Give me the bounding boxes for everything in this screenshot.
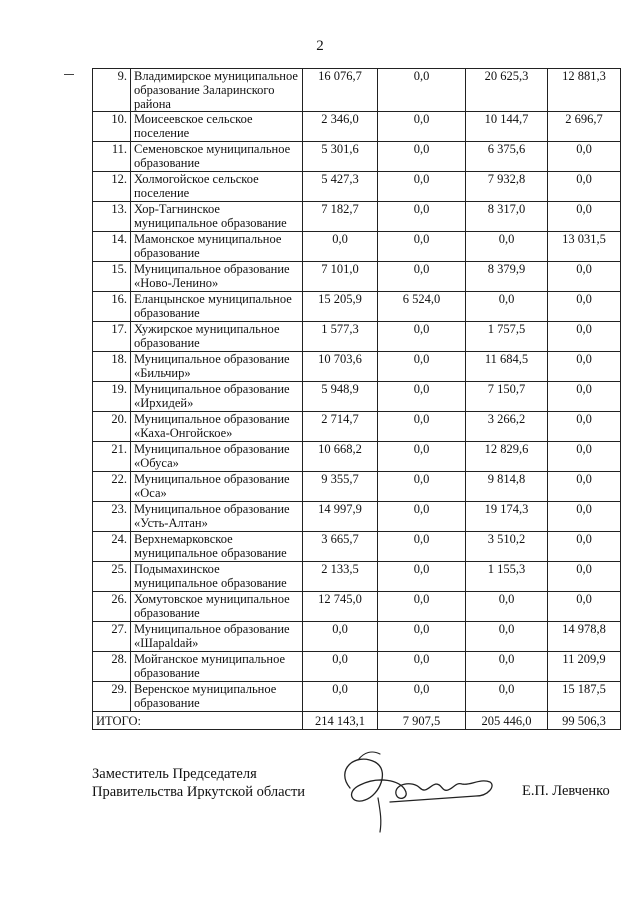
value-col3: 7 932,8 (466, 172, 548, 202)
value-col1: 0,0 (303, 682, 378, 712)
row-number: 15. (93, 262, 131, 292)
table-body (93, 69, 621, 730)
value-col3: 6 375,6 (466, 142, 548, 172)
value-col4: 12 881,3 (548, 69, 621, 112)
municipality-name: Подымахинское муниципальное образование (131, 562, 303, 592)
municipality-name: Муниципальное образование «Ново-Ленино» (131, 262, 303, 292)
value-col3: 10 144,7 (466, 112, 548, 142)
municipality-name: Муниципальное образование «Бильчир» (131, 352, 303, 382)
value-col1: 12 745,0 (303, 592, 378, 622)
table-row (93, 352, 621, 382)
total-col2: 7 907,5 (378, 712, 466, 730)
value-col4: 0,0 (548, 352, 621, 382)
value-col2: 0,0 (378, 592, 466, 622)
signature-block (92, 765, 305, 801)
value-col1: 2 133,5 (303, 562, 378, 592)
table-row (93, 292, 621, 322)
handwritten-signature (330, 740, 500, 835)
row-number: 28. (93, 652, 131, 682)
value-col3: 9 814,8 (466, 472, 548, 502)
value-col4: 2 696,7 (548, 112, 621, 142)
table-row (93, 592, 621, 622)
value-col1: 16 076,7 (303, 69, 378, 112)
value-col1: 2 714,7 (303, 412, 378, 442)
value-col1: 15 205,9 (303, 292, 378, 322)
row-number: 14. (93, 232, 131, 262)
value-col4: 0,0 (548, 412, 621, 442)
value-col3: 0,0 (466, 622, 548, 652)
value-col4: 0,0 (548, 592, 621, 622)
municipality-name: Холмогойское сельское поселение (131, 172, 303, 202)
row-number: 22. (93, 472, 131, 502)
value-col4: 0,0 (548, 202, 621, 232)
value-col2: 0,0 (378, 472, 466, 502)
row-number: 19. (93, 382, 131, 412)
value-col3: 8 379,9 (466, 262, 548, 292)
value-col2: 0,0 (378, 502, 466, 532)
table-row (93, 322, 621, 352)
value-col1: 0,0 (303, 232, 378, 262)
row-number: 20. (93, 412, 131, 442)
value-col1: 14 997,9 (303, 502, 378, 532)
value-col4: 0,0 (548, 292, 621, 322)
municipality-name: Верхнемарковское муниципальное образование (131, 532, 303, 562)
signer-position-line1: Заместитель Председателя (92, 766, 257, 782)
value-col2: 0,0 (378, 532, 466, 562)
value-col2: 0,0 (378, 202, 466, 232)
municipality-name: Муниципальное образование «Ирхидей» (131, 382, 303, 412)
value-col3: 1 155,3 (466, 562, 548, 592)
value-col4: 13 031,5 (548, 232, 621, 262)
value-col1: 5 301,6 (303, 142, 378, 172)
value-col4: 11 209,9 (548, 652, 621, 682)
total-col4: 99 506,3 (548, 712, 621, 730)
value-col4: 0,0 (548, 442, 621, 472)
value-col1: 5 427,3 (303, 172, 378, 202)
total-label: ИТОГО: (93, 712, 303, 730)
value-col1: 2 346,0 (303, 112, 378, 142)
row-number: 13. (93, 202, 131, 232)
row-number: 24. (93, 532, 131, 562)
municipality-name: Муниципальное образование «Обуса» (131, 442, 303, 472)
value-col2: 0,0 (378, 382, 466, 412)
value-col3: 11 684,5 (466, 352, 548, 382)
table-row (93, 142, 621, 172)
row-number: 17. (93, 322, 131, 352)
table-row (93, 652, 621, 682)
value-col4: 0,0 (548, 472, 621, 502)
table-row (93, 442, 621, 472)
table-row (93, 112, 621, 142)
table-row (93, 502, 621, 532)
value-col1: 5 948,9 (303, 382, 378, 412)
value-col1: 10 703,6 (303, 352, 378, 382)
value-col2: 0,0 (378, 172, 466, 202)
municipality-name: Мойганское муниципальное образование (131, 652, 303, 682)
row-number: 16. (93, 292, 131, 322)
table-row (93, 262, 621, 292)
value-col2: 0,0 (378, 622, 466, 652)
table-row (93, 232, 621, 262)
municipality-name: Моисеевское сельское поселение (131, 112, 303, 142)
row-number: 26. (93, 592, 131, 622)
table-row (93, 412, 621, 442)
value-col2: 0,0 (378, 232, 466, 262)
municipality-name: Хор-Тагнинское муниципальное образование (131, 202, 303, 232)
margin-mark (64, 74, 74, 75)
table-row (93, 532, 621, 562)
value-col1: 7 101,0 (303, 262, 378, 292)
value-col1: 1 577,3 (303, 322, 378, 352)
value-col3: 0,0 (466, 592, 548, 622)
municipality-name: Веренское муниципальное образование (131, 682, 303, 712)
value-col1: 7 182,7 (303, 202, 378, 232)
value-col3: 12 829,6 (466, 442, 548, 472)
value-col3: 20 625,3 (466, 69, 548, 112)
table-row (93, 172, 621, 202)
value-col4: 0,0 (548, 502, 621, 532)
value-col2: 0,0 (378, 142, 466, 172)
value-col4: 0,0 (548, 562, 621, 592)
value-col2: 0,0 (378, 562, 466, 592)
table-row (93, 472, 621, 502)
value-col2: 0,0 (378, 112, 466, 142)
table-row (93, 682, 621, 712)
row-number: 10. (93, 112, 131, 142)
table-row (93, 69, 621, 112)
municipality-name: Семеновское муниципальное образование (131, 142, 303, 172)
municipality-name: Муниципальное образование «Усть-Алтан» (131, 502, 303, 532)
value-col2: 0,0 (378, 322, 466, 352)
row-number: 9. (93, 69, 131, 112)
value-col4: 14 978,8 (548, 622, 621, 652)
municipality-name: Еланцынское муниципальное образование (131, 292, 303, 322)
value-col4: 0,0 (548, 142, 621, 172)
value-col3: 0,0 (466, 232, 548, 262)
municipality-name: Хужирское муниципальное образование (131, 322, 303, 352)
row-number: 11. (93, 142, 131, 172)
signer-position-line2: Правительства Иркутской области (92, 784, 306, 800)
row-number: 27. (93, 622, 131, 652)
row-number: 21. (93, 442, 131, 472)
value-col4: 0,0 (548, 262, 621, 292)
value-col1: 9 355,7 (303, 472, 378, 502)
municipality-name: Муниципальное образование «Шараldай» (131, 622, 303, 652)
row-number: 12. (93, 172, 131, 202)
table-row (93, 202, 621, 232)
value-col2: 0,0 (378, 442, 466, 472)
value-col1: 10 668,2 (303, 442, 378, 472)
value-col3: 3 266,2 (466, 412, 548, 442)
table-row (93, 622, 621, 652)
value-col3: 19 174,3 (466, 502, 548, 532)
value-col1: 3 665,7 (303, 532, 378, 562)
total-col1: 214 143,1 (303, 712, 378, 730)
row-number: 29. (93, 682, 131, 712)
allocation-table (92, 68, 621, 730)
value-col3: 0,0 (466, 292, 548, 322)
value-col1: 0,0 (303, 622, 378, 652)
value-col3: 3 510,2 (466, 532, 548, 562)
value-col4: 0,0 (548, 532, 621, 562)
value-col4: 0,0 (548, 172, 621, 202)
total-row (93, 712, 621, 730)
value-col2: 0,0 (378, 682, 466, 712)
value-col3: 0,0 (466, 652, 548, 682)
value-col3: 1 757,5 (466, 322, 548, 352)
value-col2: 0,0 (378, 652, 466, 682)
signer-name: Е.П. Левченко (522, 783, 610, 799)
table-row (93, 562, 621, 592)
value-col2: 0,0 (378, 352, 466, 382)
value-col2: 0,0 (378, 262, 466, 292)
municipality-name: Муниципальное образование «Каха-Онгойское» (131, 412, 303, 442)
value-col4: 0,0 (548, 322, 621, 352)
row-number: 18. (93, 352, 131, 382)
value-col3: 0,0 (466, 682, 548, 712)
value-col2: 6 524,0 (378, 292, 466, 322)
value-col3: 7 150,7 (466, 382, 548, 412)
municipality-name: Хомутовское муниципальное образование (131, 592, 303, 622)
municipality-name: Мамонское муниципальное образование (131, 232, 303, 262)
row-number: 25. (93, 562, 131, 592)
value-col3: 8 317,0 (466, 202, 548, 232)
value-col2: 0,0 (378, 69, 466, 112)
municipality-name: Владимирское муниципальное образование Заларинского района (131, 69, 303, 112)
total-col3: 205 446,0 (466, 712, 548, 730)
value-col2: 0,0 (378, 412, 466, 442)
value-col4: 0,0 (548, 382, 621, 412)
value-col4: 15 187,5 (548, 682, 621, 712)
table-row (93, 382, 621, 412)
municipality-name: Муниципальное образование «Оса» (131, 472, 303, 502)
row-number: 23. (93, 502, 131, 532)
page-number: 2 (316, 38, 324, 54)
value-col1: 0,0 (303, 652, 378, 682)
